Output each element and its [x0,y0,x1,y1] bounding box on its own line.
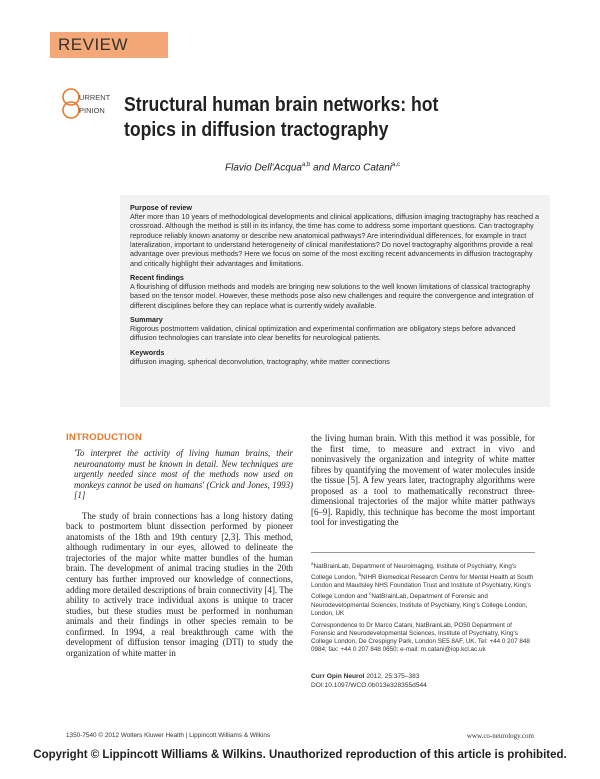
introduction-heading: INTRODUCTION [66,432,142,443]
findings-text: A flourishing of diffusion methods and models are bringing new solutions to the well known limitations of classical tractography based on the tensor model. However, these methods pose also new challenges and require the convergence and integration of different disciplines before they can replace what is currently widely available. [130,282,534,310]
affiliations [311,560,535,654]
author-conjunction: and [310,162,333,174]
affiliation-list [311,560,535,618]
copyright-notice: Copyright © Lippincott Williams & Wilkins. Unauthorized reproduction of this article is prohibited. [33,749,567,761]
author-affiliation-sup: a,c [392,162,401,168]
doi[interactable]: DOI:10.1097/WCO.0b013e328355d544 [311,682,427,689]
article-title: Structural human brain networks: hot topics in diffusion tractography [124,93,439,141]
findings-heading: Recent findings [130,273,184,283]
affiliation-a: NatBrainLab, Department of Neuroimaging, Institute of Psychiatry, King's College London, [311,563,517,582]
intro-paragraph: The study of brain connections has a long history dating back to postmortem blunt dissection performed by pioneer anatomists of the 18th and 19th century [2,3]. This method, although rudimentary in our eyes, allowed to delineate the trajectories of the major white matter bundles of the human brain. The development of animal tracing studies in the 20th century has further improved our knowledge of connections, adding more detailed descriptions of brain connectivity [4]. The ability to actively trace individual axons is unique to tracer studies, but these studies must be performed in nonhuman animals and their findings in other species remain to be confirmed. In 1994, a real breakthrough came with the development of diffusion tensor imaging (DTI) to study the organization of white matter in [66,510,293,658]
left-column [66,448,293,658]
footer-website-link[interactable]: www.co-neurology.com [466,732,534,740]
keywords-heading: Keywords [130,347,165,357]
affiliation-sup: a [311,561,314,566]
affiliation-b: NIHR Biomedical Research Centre for Mental Health at South London and Maudsley NHS Foundation Trust and Institute of Psychiatry, King's College London and [311,574,534,601]
epigraph-quote: 'To interpret the activity of living human brains, their neuroanatomy must be known in detail. New techniques are urgently needed since most of the methods now used on monkeys cannot be used on humans' (Crick and Jones, 1993) [1] [74,448,293,501]
authors [225,162,400,173]
correspondence: Correspondence to Dr Marco Catani, NatBrainLab, PO50 Department of Forensic and Neurodevelopmental Sciences, Institute of Psychiatry, King's College London, De Crespigny Park, London SE5 8AF, UK. Tel: +44 0 207 848 0984; fax: +44 0 207 848 0650; e-mail: m.catani@iop.kcl.ac.uk [311,621,530,654]
keywords-text: diffusion imaging, spherical deconvolution, tractography, white matter connections [130,356,390,366]
logo-text-bottom: PINION [79,106,105,115]
current-opinion-logo [62,86,114,120]
abstract-box [120,195,550,407]
section-label: REVIEW [50,32,168,58]
journal-info [311,672,535,690]
journal-citation [311,672,535,681]
journal-name: Curr Opin Neurol [311,673,365,680]
summary-heading: Summary [130,315,163,325]
author-affiliation-sup: a,b [301,162,311,168]
purpose-heading: Purpose of review [130,203,192,212]
purpose-text: After more than 10 years of methodological developments and clinical applications, diffusion imaging tractography has reached a crossroad. Although the method is still in its infancy, the time has come to address some important questions. Can tractography reproduce reliably known anatomy or describe new anatomical pathways? Are interindividual differences, for example in tract lateralization, important to understand heterogeneity of clinical manifestations? Do novel tractography algorithms provide a real advantage over previous methods? Here we focus on some of the most exciting recent advancements in diffusion tractography and critically highlight their advantages and limitations. [130,212,539,268]
author-name: Marco Catani [332,162,393,174]
journal-volume: 2012, 25:375–383 [364,673,420,680]
affiliation-sup: c [369,591,372,597]
summary-text: Rigorous postmortem validation, clinical optimization and experimental confirmation are obligatory steps before advanced diffusion technologies can translate into clear benefits for neurological patients. [130,324,516,343]
right-column-text: the living human brain. With this method it was possible, for the first time, to measure and extract in vivo and noninvasively the organization and integrity of white matter fibres by quantifying the movement of water molecules inside the tissue [5]. A few years later, tractography algorithms were proposed as a tool to mathematically reconstruct three-dimensional trajectories of the major white matter pathways [6–9]. Rapidly, this technique has become the most important tool for investigating the [311,433,535,528]
footer-issn: 1350-7540 © 2012 Wolters Kluwer Health | Lippincott Williams & Wilkins [66,732,271,739]
affiliation-divider [311,552,535,553]
affiliation-c: NatBrainLab, Department of Forensic and Neurodevelopmental Sciences, Institute of Psychiatry, King's College London, London, UK [311,593,528,617]
author-name: Flavio Dell'Acqua [225,162,302,174]
affiliation-sup: b [358,572,362,578]
logo-text-top: URRENT [79,93,111,102]
